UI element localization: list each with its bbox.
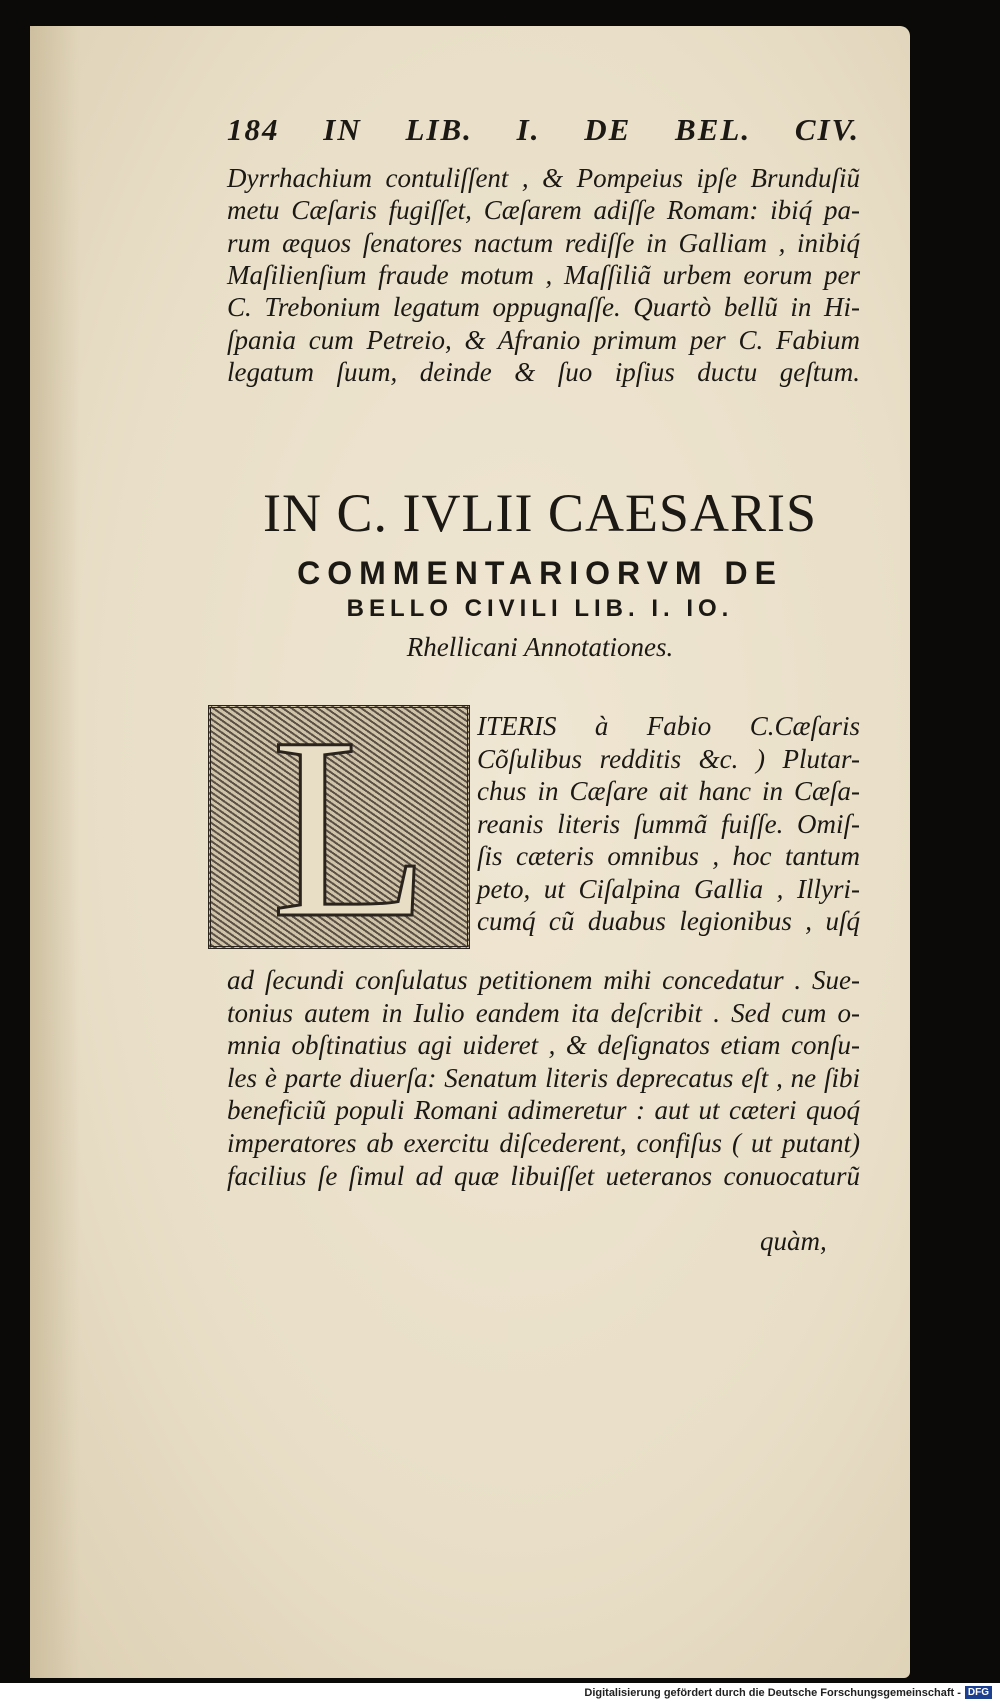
text-line: Maſilienſium fraude motum , Maſſiliã urbem eorum per <box>227 259 860 290</box>
footer-credit <box>584 1686 992 1699</box>
text-line: reanis literis ſummã fuiſſe. Omiſ- <box>477 808 860 839</box>
drop-cap-letter: L <box>271 684 430 972</box>
text-line: ſpania cum Petreio, & Afranio primum per C. Fabium <box>227 324 860 355</box>
text-line: chus in Cæſare ait hanc in Cæſa- <box>477 776 860 806</box>
text-line: rum æquos ſenatores nactum rediſſe in Galliam , inibiq́ <box>227 227 860 258</box>
section-title: IN C. IVLII CAESARIS <box>263 483 817 543</box>
running-head-title: IN LIB. I. DE BEL. CIV. <box>323 112 861 147</box>
text-line: mnia obſtinatius agi uideret , & deſignatos etiam conſu- <box>227 1030 860 1061</box>
section-subtitle-2: BELLO CIVILI LIB. I. IO. <box>346 595 734 622</box>
footer-text: Digitalisierung gefördert durch die Deutsche Forschungsgemeinschaft - <box>584 1686 961 1699</box>
text-line: imperatores ab exercitu diſcederent, confiſus ( ut putant) <box>227 1128 860 1158</box>
text-line: Dyrrhachium contuliſſent , & Pompeius ipſe Brunduſiũ <box>227 163 860 193</box>
section-subtitle: COMMENTARIORVM DE <box>297 555 783 591</box>
text-line: peto, ut Ciſalpina Gallia , Illyri- <box>477 873 860 904</box>
text-line: ad ſecundi conſulatus petitionem mihi concedatur . Sue- <box>227 965 860 995</box>
running-head <box>227 114 860 146</box>
text-line: les è parte diuerſa: Senatum literis deprecatus eſt , ne ſibi <box>227 1062 860 1093</box>
text-line: Cõſulibus redditis &c. ) Plutar- <box>477 743 860 774</box>
text-line: ITERIS à Fabio C.Cæſaris <box>477 711 860 741</box>
text-line: beneficiũ populi Romani adimeretur : aut ut cæteri quoq́ <box>227 1095 860 1126</box>
text-line: metu Cæſaris fugiſſet, Cæſarem adiſſe Romam: ibiq́ pa- <box>227 195 860 226</box>
dfg-logo: DFG <box>965 1686 992 1699</box>
text-line: facilius ſe ſimul ad quæ libuiſſet ueteranos conuocaturũ <box>227 1160 860 1191</box>
text-line: legatum ſuum, deinde & ſuo ipſius ductu geſtum. <box>227 356 860 387</box>
text-line: C. Trebonium legatum oppugnaſſe. Quartò bellũ in Hi- <box>227 292 860 323</box>
text-line: tonius autem in Iulio eandem ita deſcribit . Sed cum o- <box>227 997 860 1028</box>
page-number: 184 <box>227 112 280 147</box>
text-line: ſis cæteris omnibus , hoc tantum <box>477 841 860 871</box>
text-line: cumq́ cũ duabus legionibus , uſq́ <box>477 906 860 936</box>
section-author: Rhellicani Annotationes. <box>406 632 674 662</box>
woodcut-initial <box>208 684 470 972</box>
catchword: quàm, <box>760 1226 827 1256</box>
